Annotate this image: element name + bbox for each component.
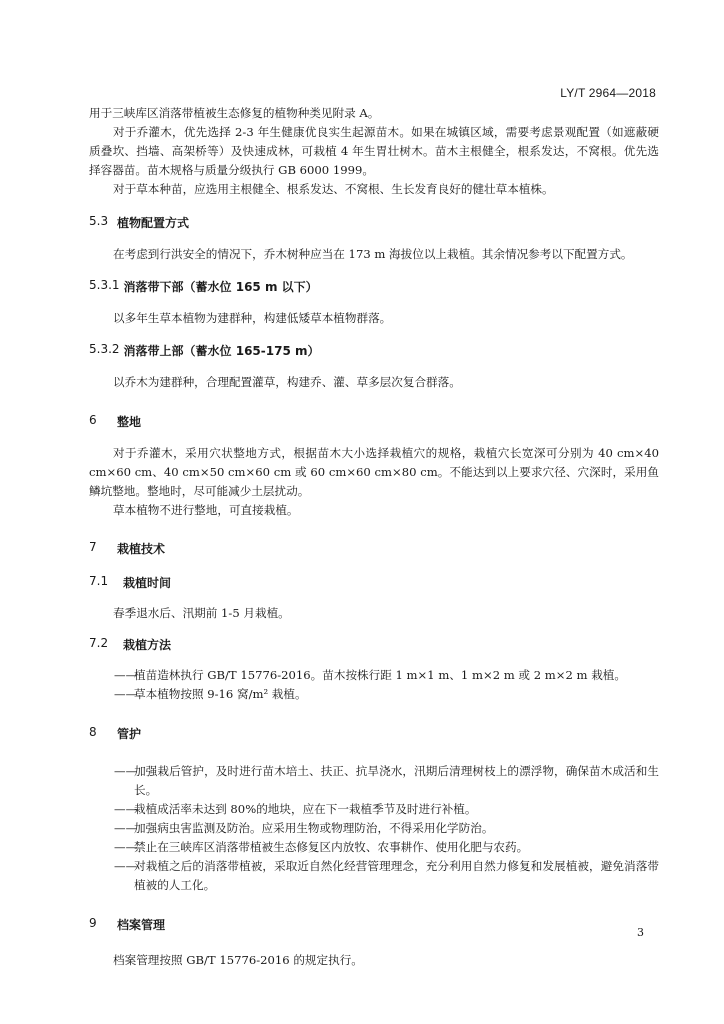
heading-number: 5.3.2	[89, 342, 120, 356]
list-item-text: 栽植成活率未达到 80%的地块，应在下一栽植季节及时进行补植。	[134, 802, 477, 816]
paragraph-6-site-prep: 对于乔灌木，采用穴状整地方式，根据苗木大小选择栽植穴的规格，栽植穴长宽深可分别为 40 cm×40 cm×60 cm、40 cm×50 cm×60 cm 或 60 cm×60 cm×80 cm。不能达到以上要求穴径、穴深时，采用鱼鳞坑整地。整地时，尽可能减少土层扰动。	[89, 446, 659, 498]
heading-title: 管护	[117, 727, 142, 741]
paragraph-appendix-ref: 用于三峡库区消落带植被生态修复的植物种类见附录 A。	[89, 106, 380, 120]
paragraph-9: 档案管理按照 GB/T 15776-2016 的规定执行。	[113, 953, 363, 967]
dash-mark: ——	[114, 840, 138, 854]
heading-title: 消落带上部（蓄水位 165-175 m）	[123, 344, 320, 358]
heading-6	[89, 413, 659, 430]
dash-mark: ——	[114, 668, 138, 682]
paragraph-tree-seedlings: 对于乔灌木，优先选择 2-3 年生健康优良实生起源苗木。如果在城镇区域，需要考虑景观配置（如遮蔽硬质叠坎、挡墙、高架桥等）及快速成林，可栽植 4 年生胃壮树木。苗木主根健全，根系发达，不窝根。优先选择容器苗。苗木规格与质量分级执行 GB 6000 1999。	[89, 125, 659, 177]
list-item-8-replanting	[89, 800, 659, 819]
list-item-text: 植苗造林执行 GB/T 15776-2016。苗木按株行距 1 m×1 m、1 m×2 m 或 2 m×2 m 栽植。	[134, 668, 626, 682]
heading-number: 5.3.1	[89, 278, 120, 292]
heading-title: 整地	[117, 415, 142, 429]
heading-number: 9	[89, 916, 97, 930]
heading-7-1	[89, 574, 659, 591]
paragraph-herb-seedlings: 对于草本种苗，应选用主根健全、根系发达、不窝根、生长发育良好的健壮草本植株。	[113, 182, 554, 196]
dash-mark: ——	[114, 687, 138, 701]
document-body	[89, 104, 659, 970]
heading-number: 7.2	[89, 636, 109, 650]
heading-title: 栽植方法	[123, 638, 172, 652]
paragraph-5-3: 在考虑到行洪安全的情况下，乔木树种应当在 173 m 海拔位以上栽植。其余情况参考以下配置方式。	[113, 247, 633, 261]
dash-mark: ——	[114, 821, 138, 835]
dash-mark: ——	[114, 802, 138, 816]
list-item-8-aftercare	[89, 762, 659, 800]
paragraph-6-herbs: 草本植物不进行整地，可直接栽植。	[113, 503, 299, 517]
heading-title: 栽植时间	[123, 576, 172, 590]
list-item-8-prohibitions	[89, 838, 659, 857]
heading-7	[89, 540, 659, 557]
page-number: 3	[637, 926, 644, 939]
list-item-text: 加强病虫害监测及防治。应采用生物或物理防治，不得采用化学防治。	[134, 821, 494, 835]
paragraph-5-3-2: 以乔木为建群种，合理配置灌草，构建乔、灌、草多层次复合群落。	[113, 375, 461, 389]
heading-8	[89, 725, 659, 742]
list-item-8-natural-management	[89, 857, 659, 895]
heading-title: 植物配置方式	[117, 216, 190, 230]
list-item-text: 草本植物按照 9-16 窝/m² 栽植。	[134, 687, 307, 701]
heading-title: 栽植技术	[117, 542, 166, 556]
heading-5-3-1	[89, 278, 659, 295]
list-item-text: 加强栽后管护，及时进行苗木培土、扶正、抗旱浇水，汛期后清理树枝上的漂浮物，确保苗木成活和生长。	[134, 764, 659, 797]
heading-number: 7	[89, 540, 97, 554]
heading-number: 5.3	[89, 214, 109, 228]
heading-title: 消落带下部（蓄水位 165 m 以下）	[123, 280, 318, 294]
heading-5-3-2	[89, 342, 659, 359]
heading-7-2	[89, 636, 659, 653]
list-item-7-2-trees	[89, 666, 659, 685]
heading-5-3	[89, 214, 659, 231]
list-item-8-pest-control	[89, 819, 659, 838]
heading-number: 8	[89, 725, 97, 739]
heading-title: 档案管理	[117, 918, 166, 932]
list-item-7-2-herbs	[89, 685, 659, 704]
heading-number: 6	[89, 413, 97, 427]
standard-code: LY/T 2964—2018	[560, 86, 656, 100]
heading-number: 7.1	[89, 574, 109, 588]
paragraph-7-1: 春季退水后、汛期前 1-5 月栽植。	[113, 606, 290, 620]
list-item-text: 禁止在三峡库区消落带植被生态修复区内放牧、农事耕作、使用化肥与农药。	[134, 840, 529, 854]
list-item-text: 对栽植之后的消落带植被，采取近自然化经营管理理念，充分利用自然力修复和发展植被，避免消落带植被的人工化。	[134, 859, 659, 892]
paragraph-5-3-1: 以多年生草本植物为建群种，构建低矮草本植物群落。	[113, 311, 392, 325]
dash-mark: ——	[114, 859, 138, 873]
dash-mark: ——	[114, 764, 138, 778]
heading-9	[89, 916, 659, 933]
